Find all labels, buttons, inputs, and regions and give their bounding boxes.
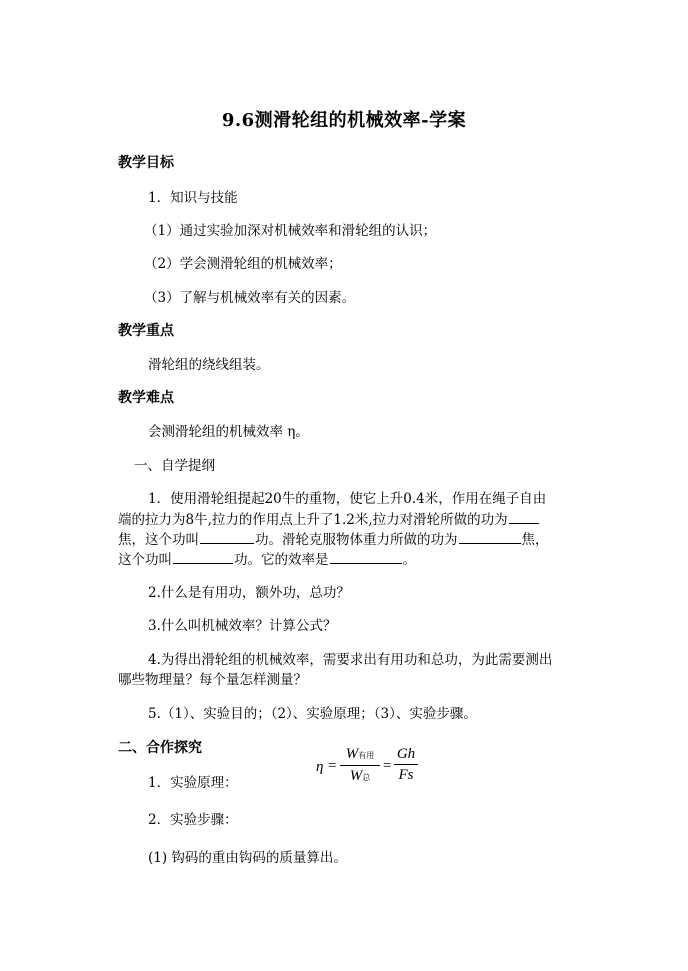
formula-w-useful-sub: 有用 (358, 751, 375, 760)
outline-heading: 一、自学提纲 (134, 458, 215, 474)
formula-numerator-work (340, 745, 380, 766)
formula-fraction-work (340, 745, 380, 788)
formula-w-total: W (349, 768, 363, 784)
answer-blank-2 (200, 530, 254, 544)
objective-item-1: 1．知识与技能 (148, 190, 238, 206)
question-1-line-3-text-a: 焦，这个功叫 (118, 532, 199, 548)
formula-gh: Gh (394, 745, 418, 765)
question-3: 3.什么叫机械效率？计算公式？ (148, 618, 337, 634)
formula-equals-2: = (383, 758, 392, 774)
question-4-line-2: 哪些物理量？每个量怎样测量？ (118, 672, 307, 688)
formula-w-useful: W (345, 746, 359, 762)
question-1-line-4-text-b: 功。它的效率是 (234, 552, 329, 568)
question-4-line-1: 4.为得出滑轮组的机械效率，需要求出有用功和总功，为此需要测出 (148, 652, 553, 668)
formula-w-total-sub: 总 (362, 773, 371, 782)
formula-eta: η (316, 759, 324, 775)
answer-blank-4 (173, 550, 233, 564)
question-2: 2.什么是有用功，额外功，总功？ (148, 585, 350, 601)
question-1-line-3-text-c: 焦， (521, 532, 549, 548)
difficulty-heading: 教学难点 (118, 390, 174, 406)
objective-sub-1: （1）通过实验加深对机械效率和滑轮组的认识； (144, 223, 437, 239)
objective-sub-3: （3）了解与机械效率有关的因素。 (144, 290, 356, 306)
formula-fs: Fs (398, 767, 414, 783)
question-1-line-2-text: 端的拉力为8牛,拉力的作用点上升了1.2米,拉力对滑轮所做的功为 (118, 512, 508, 528)
difficulty-text: 会测滑轮组的机械效率 η。 (148, 424, 309, 440)
answer-blank-1 (509, 510, 539, 524)
question-1-line-4-text-c: 。 (402, 552, 416, 568)
cooperation-heading: 二、合作探究 (118, 740, 202, 756)
question-1-line-2 (118, 510, 540, 529)
answer-blank-5 (330, 550, 402, 564)
page-title: 9.6测滑轮组的机械效率-学案 (221, 110, 467, 131)
key-point-text: 滑轮组的绕线组装。 (148, 357, 270, 373)
cooperation-step-1: (1) 钩码的重由钩码的质量算出。 (148, 850, 347, 866)
cooperation-item-2: 2．实验步骤： (148, 812, 238, 828)
formula-fraction-force (394, 745, 418, 785)
question-1-line-4-text-a: 这个功叫 (118, 552, 172, 568)
question-1-line-3-text-b: 功。滑轮克服物体重力所做的功为 (255, 532, 458, 548)
formula-equals-1: = (328, 758, 337, 774)
question-1-line-1: 1．使用滑轮组提起20牛的重物，使它上升0.4米，作用在绳子自由 (148, 491, 547, 507)
question-1-line-3 (118, 530, 549, 549)
efficiency-formula (314, 745, 424, 791)
key-point-heading: 教学重点 (118, 323, 174, 339)
question-1-line-4 (118, 550, 416, 569)
objective-sub-2: （2）学会测滑轮组的机械效率； (144, 256, 342, 272)
cooperation-item-1: 1．实验原理： (148, 775, 238, 791)
objectives-heading: 教学目标 (118, 155, 174, 171)
answer-blank-3 (459, 530, 521, 544)
formula-denominator-work (340, 766, 380, 788)
question-5: 5.（1）、实验目的；（2）、实验原理；（3）、实验步骤。 (148, 706, 477, 722)
